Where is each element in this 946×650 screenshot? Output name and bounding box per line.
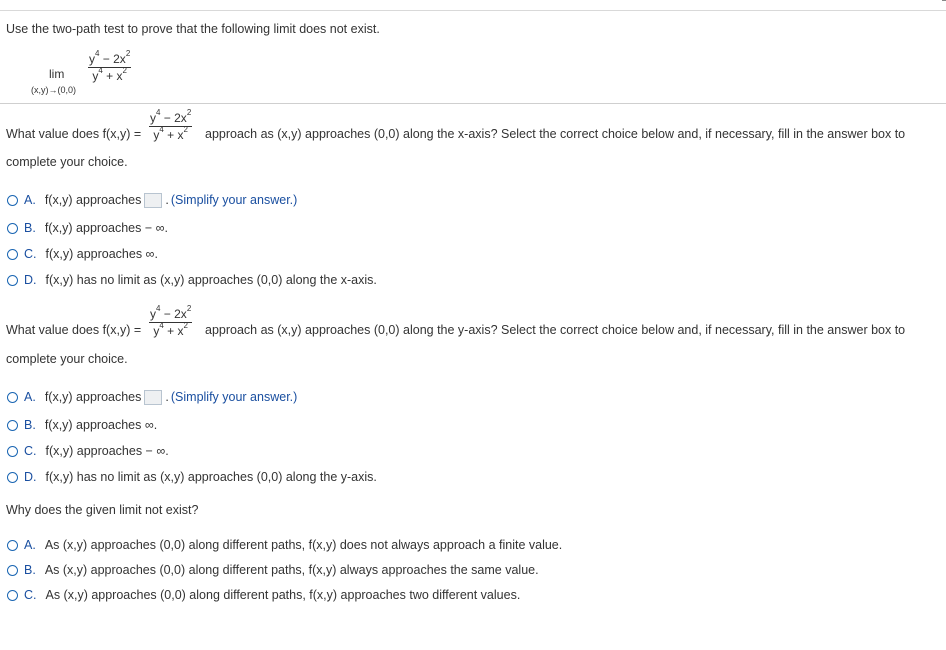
q2-prefix: What value does f(x,y) = [6, 323, 142, 337]
radio-button[interactable] [7, 472, 18, 483]
q2-option-d[interactable]: D. f(x,y) has no limit as (x,y) approaches (0,0) along the y-axis. [7, 469, 377, 485]
limit-numerator: $y^4 - 2x^2$ [89, 49, 131, 66]
q1-option-c[interactable]: C. f(x,y) approaches ∞. [7, 246, 158, 262]
simplify-hint: (Simplify your answer.) [170, 390, 298, 404]
q1-suffix: approach as (x,y) approaches (0,0) along the x-axis? Select the correct choice below and, if necessary, fill in the answer box to [205, 127, 906, 141]
q1-continuation: complete your choice. [6, 155, 128, 169]
q3-option-a[interactable]: A. As (x,y) approaches (0,0) along different paths, f(x,y) does not always approach a finite value. [7, 537, 562, 553]
limit-denominator: $y^4 + x^2$ [92, 66, 127, 83]
q1-option-b[interactable]: B. f(x,y) approaches − ∞. [7, 220, 168, 236]
lim-word: lim [49, 67, 65, 81]
q1-prefix: What value does f(x,y) = [6, 127, 142, 141]
radio-button[interactable] [7, 540, 18, 551]
radio-button[interactable] [7, 223, 18, 234]
top-divider [0, 10, 946, 11]
simplify-hint: (Simplify your answer.) [170, 193, 298, 207]
q2-option-c[interactable]: C. f(x,y) approaches − ∞. [7, 443, 169, 459]
instruction-text: Use the two-path test to prove that the following limit does not exist. [6, 22, 380, 36]
q1-option-a[interactable]: A. f(x,y) approaches . (Simplify your answer.) [7, 192, 297, 208]
q3-option-c[interactable]: C. As (x,y) approaches (0,0) along different paths, f(x,y) approaches two different values. [7, 587, 520, 603]
q2-fraction: $y^4 - 2x^2$ $y^4 + x^2$ [150, 304, 192, 338]
radio-button[interactable] [7, 420, 18, 431]
q1-option-d[interactable]: D. f(x,y) has no limit as (x,y) approaches (0,0) along the x-axis. [7, 272, 377, 288]
q2-suffix: approach as (x,y) approaches (0,0) along the y-axis? Select the correct choice below and, if necessary, fill in the answer box to [205, 323, 906, 337]
radio-button[interactable] [7, 590, 18, 601]
q3-option-b[interactable]: B. As (x,y) approaches (0,0) along different paths, f(x,y) always approaches the same value. [7, 562, 539, 578]
radio-button[interactable] [7, 249, 18, 260]
radio-button[interactable] [7, 275, 18, 286]
q2-continuation: complete your choice. [6, 352, 128, 366]
radio-button[interactable] [7, 392, 18, 403]
section-divider [0, 103, 946, 104]
top-right-mark [942, 0, 946, 1]
radio-button[interactable] [7, 565, 18, 576]
q1-answer-box[interactable] [144, 193, 162, 208]
q2-option-a[interactable]: A. f(x,y) approaches . (Simplify your answer.) [7, 389, 297, 405]
q2-answer-box[interactable] [144, 390, 162, 405]
lim-subscript: (x,y)→(0,0) [31, 85, 76, 95]
q3-question: Why does the given limit not exist? [6, 503, 199, 517]
radio-button[interactable] [7, 195, 18, 206]
q1-fraction: $y^4 - 2x^2$ $y^4 + x^2$ [150, 108, 192, 142]
limit-fraction [88, 49, 131, 83]
q2-option-b[interactable]: B. f(x,y) approaches ∞. [7, 417, 157, 433]
radio-button[interactable] [7, 446, 18, 457]
